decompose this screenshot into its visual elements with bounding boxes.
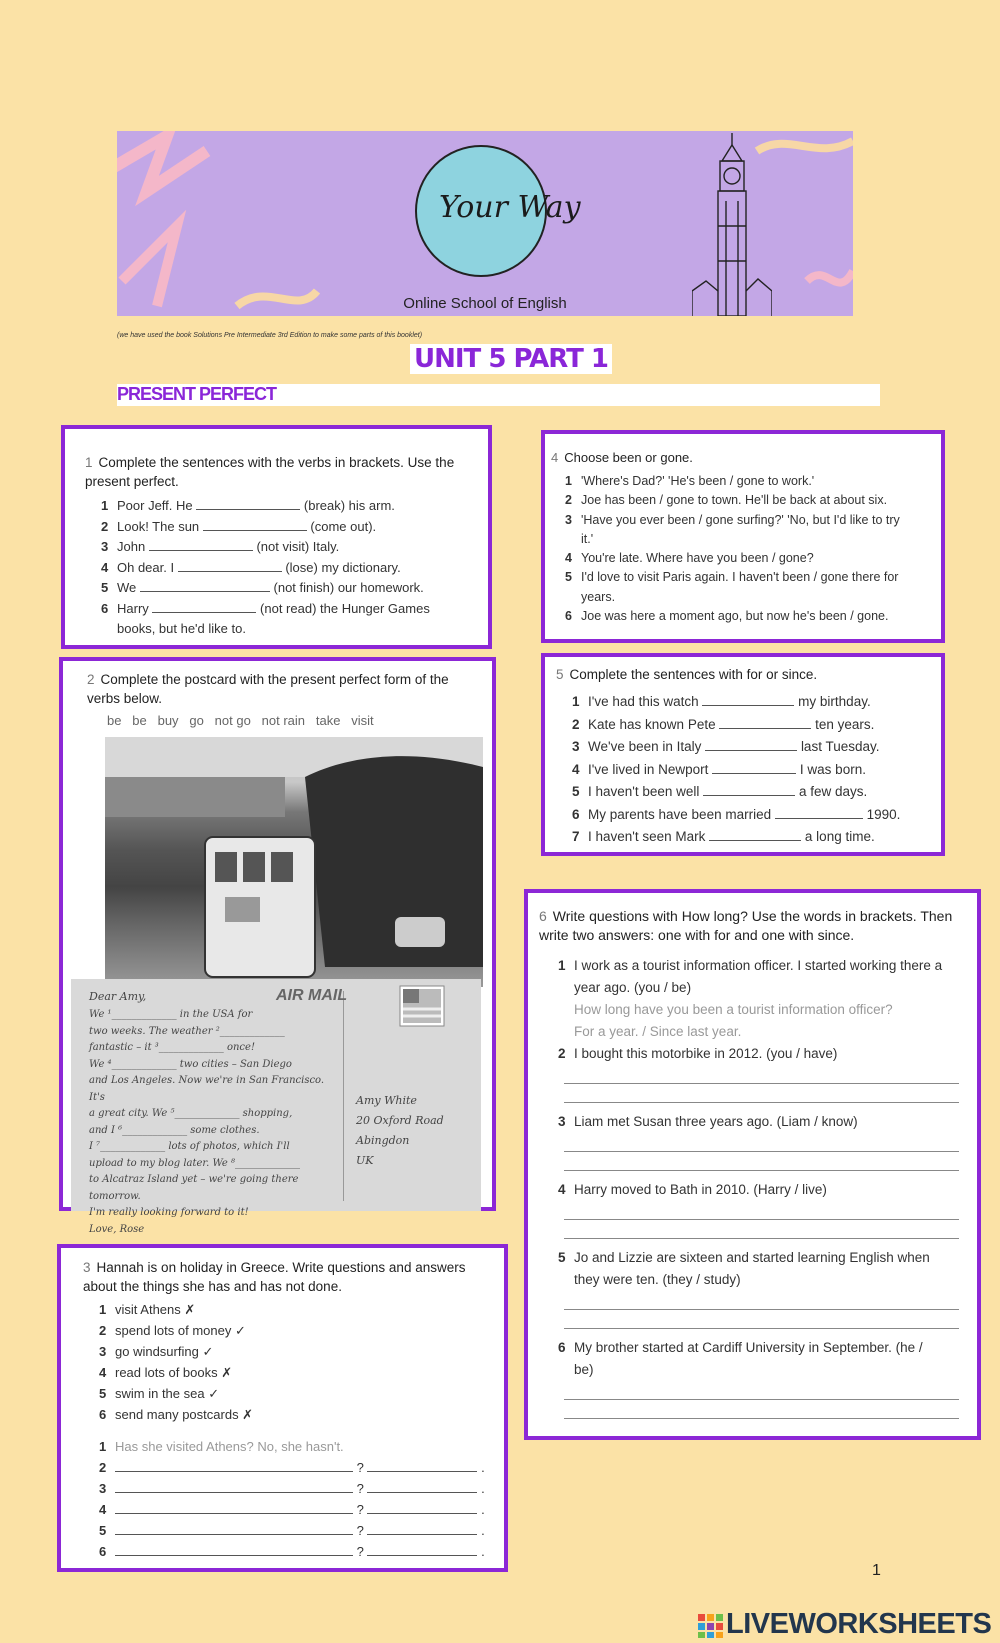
list-item: 3 John (not visit) Italy. [101, 539, 340, 554]
answer-blank[interactable] [196, 498, 300, 510]
exercise-3-title [83, 1258, 483, 1296]
header-banner [117, 131, 853, 316]
writing-line[interactable] [564, 1152, 959, 1171]
question-blank[interactable] [115, 1481, 353, 1493]
exercise-6-title [539, 907, 959, 945]
answer-blank[interactable] [775, 807, 863, 819]
writing-line[interactable] [564, 1065, 959, 1084]
page-number: 1 [872, 1562, 881, 1579]
exercise-4-items [565, 472, 935, 626]
list-item: 1 'Where's Dad?' 'He's been / gone to work.' [565, 474, 815, 488]
answer-blank[interactable] [709, 829, 801, 841]
question-blank[interactable] [115, 1523, 353, 1535]
postcard-signoff: Love, Rose [89, 1223, 145, 1235]
postcard [71, 979, 481, 1235]
answer-blank[interactable] [178, 560, 282, 572]
answer-blank[interactable] [140, 580, 270, 592]
writing-line[interactable] [564, 1084, 959, 1103]
exercise-4-title [551, 448, 693, 467]
answer-line: 3 ? . [99, 1481, 485, 1496]
writing-line[interactable] [564, 1310, 959, 1329]
example-answer: For a year. / Since last year. [574, 1024, 742, 1039]
question-blank[interactable] [115, 1460, 353, 1472]
postcard-body: We ¹_____________ in the USA for two weeks. The weather ²_____________ fantastic – it ³_____________ once! We ⁴_____________ two cities – San Diego and Los Angeles. Now we're in San Francisco. It's a great city. We ⁵_____________ shopping, and I ⁶_____________ some clothes. I ⁷_____________ lots of photos, which I'll upload to my blog later. We ⁸_____________ to Alcatraz Island yet – we're going there tomorrow. I'm really looking forward to it! Love, Rose [89, 1007, 334, 1238]
instruction: Complete the sentences with the verbs in brackets. Use the present perfect. [85, 455, 455, 489]
cable-car-photo [105, 737, 483, 987]
exercise-number: 2 [87, 672, 95, 687]
answer-line: 5 ? . [99, 1523, 485, 1538]
big-ben-icon [692, 131, 772, 316]
flag-stamp-icon [399, 985, 445, 1027]
list-item: 1 I work as a tourist information officer. I started working there a year ago. (you / be) [558, 958, 943, 995]
answer-blank[interactable] [367, 1460, 477, 1472]
list-item: 4 I've lived in Newport I was born. [572, 761, 866, 777]
question-blank[interactable] [115, 1544, 353, 1556]
list-item: 2 I bought this motorbike in 2012. (you / have) [558, 1046, 838, 1061]
exercise-number: 6 [539, 908, 547, 924]
example-answer: 1 Has she visited Athens? No, she hasn't. [99, 1439, 344, 1454]
list-item: 4 Harry moved to Bath in 2010. (Harry / live) [558, 1182, 827, 1197]
list-item: 6 send many postcards ✗ [99, 1407, 254, 1422]
list-item: 3 go windsurfing ✓ [99, 1344, 214, 1359]
section-title: PRESENT PERFECT [117, 384, 277, 404]
logo-text: Your Way [439, 190, 581, 225]
writing-line[interactable] [564, 1220, 959, 1239]
exercise-1-items [101, 496, 481, 640]
exercise-3 [57, 1244, 508, 1572]
list-item-continuation: books, but he'd like to. [117, 621, 246, 636]
answer-blank[interactable] [712, 762, 796, 774]
unit-title: UNIT 5 PART 1 [410, 344, 612, 374]
exercise-2-title [87, 670, 477, 708]
exercise-3-items [99, 1299, 399, 1425]
footer-brand: LIVEWORKSHEETS [726, 1608, 992, 1640]
list-item: 4 read lots of books ✗ [99, 1365, 233, 1380]
answer-blank[interactable] [703, 784, 795, 796]
list-item: 5 swim in the sea ✓ [99, 1386, 220, 1401]
liveworksheets-logo-icon [698, 1614, 724, 1638]
writing-line[interactable] [564, 1291, 959, 1310]
answer-blank[interactable] [149, 539, 253, 551]
list-item: 3 We've been in Italy last Tuesday. [572, 739, 880, 754]
answer-blank[interactable] [367, 1523, 477, 1535]
instruction: Complete the sentences with for or since. [569, 667, 818, 682]
answer-blank[interactable] [367, 1544, 477, 1556]
list-item: 2 Look! The sun (come out). [101, 518, 377, 534]
list-item: 5 We (not finish) our homework. [101, 580, 424, 595]
postcard-greeting: Dear Amy, [89, 990, 147, 1003]
list-item: 6 My brother started at Cardiff University in September. (he / be) [558, 1340, 923, 1377]
answer-blank[interactable] [702, 694, 794, 706]
answer-line: 2 ? . [99, 1460, 485, 1475]
list-item: 1 I've had this watch my birthday. [572, 694, 871, 709]
source-credit: (we have used the book Solutions Pre Intermediate 3rd Edition to make some parts of this booklet) [117, 332, 423, 339]
writing-line[interactable] [564, 1400, 959, 1419]
writing-line[interactable] [564, 1201, 959, 1220]
writing-line[interactable] [564, 1133, 959, 1152]
exercise-6 [524, 889, 981, 1440]
exercise-number: 4 [551, 450, 559, 465]
list-item: 5 I haven't been well a few days. [572, 784, 868, 799]
exercise-3-answers [99, 1436, 489, 1562]
answer-blank[interactable] [367, 1481, 477, 1493]
answer-blank[interactable] [367, 1502, 477, 1514]
postcard-address: Amy White 20 Oxford Road Abingdon UK [356, 1094, 444, 1167]
list-item: 2 Kate has known Pete ten years. [572, 716, 875, 732]
exercise-1-title [85, 453, 477, 491]
list-item: 3 'Have you ever been / gone surfing?' 'No, but I'd like to try it.' [565, 512, 900, 546]
answer-line: 6 ? . [99, 1544, 485, 1559]
answer-line: 4 ? . [99, 1502, 485, 1517]
airmail-label: AIR MAIL [276, 987, 348, 1004]
question-blank[interactable] [115, 1502, 353, 1514]
instruction: Choose been or gone. [564, 450, 693, 465]
verb-bank: be be buy go not go not rain take visit [107, 713, 374, 728]
instruction: Hannah is on holiday in Greece. Write questions and answers about the things she has and has not done. [83, 1260, 466, 1294]
list-item: 4 You're late. Where have you been / gone? [565, 551, 814, 566]
writing-line[interactable] [564, 1381, 959, 1400]
exercise-6-items [528, 955, 977, 1419]
postcard-divider [343, 991, 344, 1201]
exercise-number: 5 [556, 667, 564, 682]
list-item: 6 Joe was here a moment ago, but now he's been / gone. [565, 609, 889, 624]
answer-blank[interactable] [719, 717, 811, 729]
exercise-2 [59, 657, 496, 1235]
exercise-5 [541, 653, 945, 856]
exercise-1 [61, 425, 492, 649]
list-item: 1 visit Athens ✗ [99, 1302, 196, 1317]
exercise-4 [541, 430, 945, 643]
instruction: Write questions with How long? Use the words in brackets. Then write two answers: one with for and one with since. [539, 908, 953, 943]
list-item: 5 Jo and Lizzie are sixteen and started learning English when they were ten. (they / study) [558, 1250, 930, 1287]
exercise-5-items [572, 691, 942, 849]
list-item: 6 My parents have been married 1990. [572, 806, 901, 822]
exercise-number: 1 [85, 455, 93, 470]
answer-blank[interactable] [203, 519, 307, 531]
example-question: How long have you been a tourist information officer? [574, 1002, 893, 1017]
list-item: 7 I haven't seen Mark a long time. [572, 829, 875, 844]
school-name: Online School of English [403, 295, 567, 312]
answer-blank[interactable] [152, 601, 256, 613]
list-item: 3 Liam met Susan three years ago. (Liam / know) [558, 1114, 858, 1129]
list-item: 6 Harry (not read) the Hunger Games [101, 600, 430, 616]
answer-blank[interactable] [705, 739, 797, 751]
exercise-5-title [556, 665, 817, 684]
list-item: 1 Poor Jeff. He (break) his arm. [101, 498, 395, 513]
list-item: 4 Oh dear. I (lose) my dictionary. [101, 559, 401, 575]
exercise-number: 3 [83, 1260, 91, 1275]
list-item: 2 Joe has been / gone to town. He'll be back at about six. [565, 493, 888, 508]
list-item: 5 I'd love to visit Paris again. I haven't been / gone there for years. [565, 570, 899, 604]
cable-car-icon [105, 737, 483, 987]
list-item: 2 spend lots of money ✓ [99, 1323, 246, 1338]
instruction: Complete the postcard with the present perfect form of the verbs below. [87, 672, 449, 706]
